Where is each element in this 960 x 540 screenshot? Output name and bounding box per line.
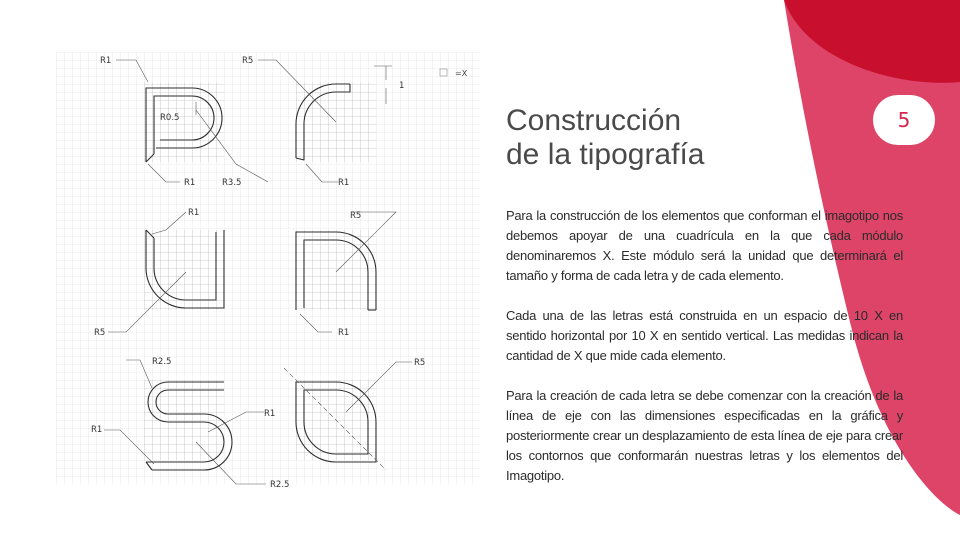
label-s-r1-left: R1 (91, 425, 103, 435)
grid-background (56, 52, 480, 484)
label-p-r35: R3.5 (222, 178, 242, 188)
label-r-dim: 1 (399, 81, 405, 91)
page-number-badge (873, 95, 935, 145)
legend-label: =X (455, 69, 468, 78)
paragraph-1: Para la construcción de los elementos que conforman el imagotipo nos debemos apoyar de una cuadrícula en la que cada módulo denominaremos X. Este módulo será la unidad que determinará el tamaño y forma de cada letra y de cada elemento. (506, 208, 903, 283)
label-n-r5: R5 (350, 211, 362, 221)
label-p-r1-top: R1 (100, 56, 112, 66)
label-d-r5: R5 (414, 358, 426, 368)
page-title (506, 104, 704, 172)
label-u-r1: R1 (188, 208, 200, 218)
legend-square (440, 69, 447, 76)
label-r-r5: R5 (242, 56, 254, 66)
paragraph-2: Cada una de las letras está construida en un espacio de 10 X en sentido horizontal por 10 X en sentido vertical. Las medidas indican la cantidad de X que mide cada elemento. (506, 308, 903, 363)
label-s-r25-top: R2.5 (152, 357, 172, 367)
paragraph-3: Para la creación de cada letra se debe comenzar con la creación de la línea de eje con las dimensiones especificadas en la gráfica y posteriormente crear un desplazamiento de esta línea de eje para crear los contornos que conformarán nuestras letras y los elementos del Imagotipo. (506, 388, 903, 483)
label-r-r1: R1 (338, 178, 350, 188)
label-s-r1-right: R1 (264, 409, 276, 419)
body-text (506, 206, 903, 506)
label-u-r5: R5 (94, 328, 106, 338)
label-s-r25-bottom: R2.5 (270, 480, 290, 490)
label-n-r1: R1 (338, 328, 350, 338)
label-p-r05: R0.5 (160, 113, 180, 123)
title-line-2: de la tipografía (506, 138, 705, 171)
typography-construction-diagram (56, 52, 480, 490)
page-number: 5 (897, 108, 911, 132)
title-line-1: Construcción (506, 104, 682, 137)
label-p-r1-bottom: R1 (184, 178, 196, 188)
